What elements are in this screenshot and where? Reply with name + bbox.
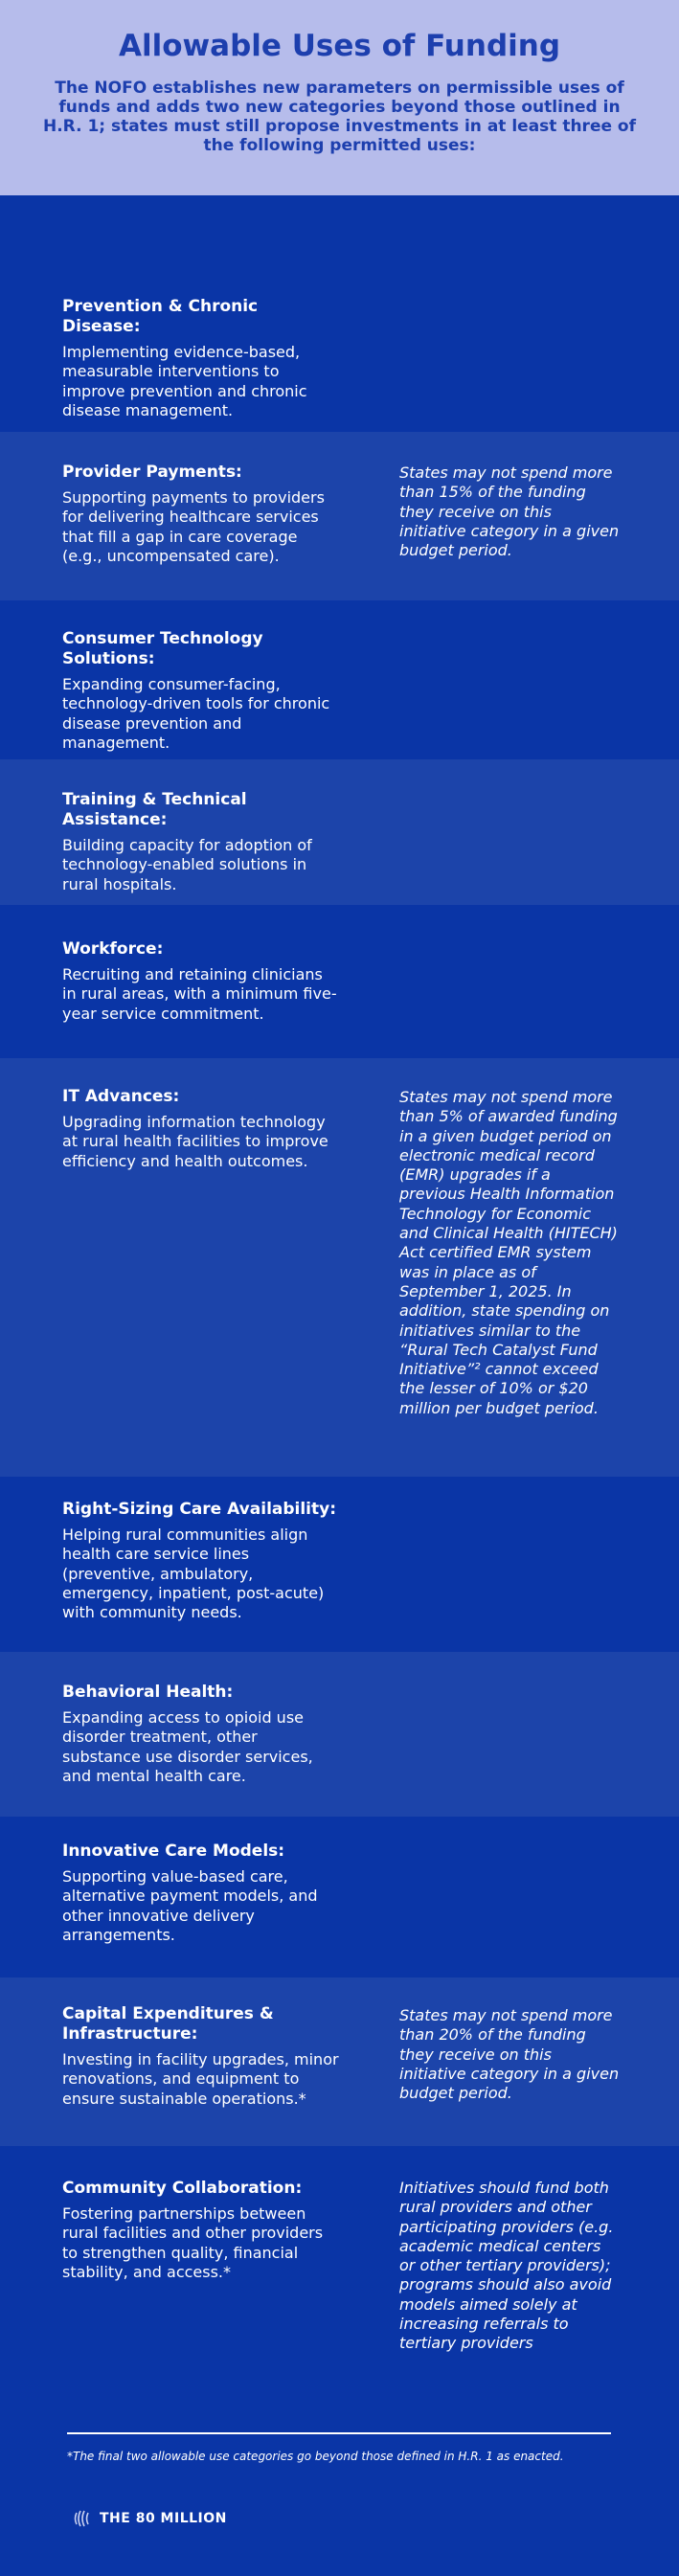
category-title: Training & Technical Assistance: xyxy=(62,790,247,829)
category-title: Workforce: xyxy=(62,939,164,959)
category-training xyxy=(62,790,340,894)
category-title: Provider Payments: xyxy=(62,463,242,482)
category-title: Innovative Care Models: xyxy=(62,1842,285,1861)
sound-wave-icon xyxy=(73,2508,94,2529)
category-title: Capital Expenditures & Infrastructure: xyxy=(62,2004,274,2044)
category-workforce xyxy=(62,939,340,1024)
category-title: IT Advances: xyxy=(62,1087,180,1106)
category-description: Expanding consumer-facing, technology-driven tools for chronic disease prevention and management. xyxy=(62,675,330,752)
category-description: Recruiting and retaining clinicians in rural areas, with a minimum five-year service commitment. xyxy=(62,965,337,1023)
category-description: Implementing evidence-based, measurable interventions to improve prevention and chronic disease management. xyxy=(62,343,307,419)
category-description: Investing in facility upgrades, minor renovations, and equipment to ensure sustainable operations.* xyxy=(62,2050,339,2108)
category-description: Helping rural communities align health care service lines (preventive, ambulatory, emergency, inpatient, post-acute) with community needs. xyxy=(62,1525,325,1622)
logo xyxy=(73,2507,227,2530)
category-description: Upgrading information technology at rural health facilities to improve efficiency and health outcomes. xyxy=(62,1113,328,1170)
page-header xyxy=(0,0,679,195)
category-description: Supporting value-based care, alternative payment models, and other innovative delivery arrangements. xyxy=(62,1867,318,1944)
footnote: *The final two allowable use categories go beyond those defined in H.R. 1 as enacted. xyxy=(67,2450,564,2463)
page-title: Allowable Uses of Funding xyxy=(118,29,561,63)
category-right-sizing xyxy=(62,1500,340,1622)
category-community-collaboration xyxy=(62,2179,340,2282)
footer-divider xyxy=(67,2432,611,2434)
category-title: Right-Sizing Care Availability: xyxy=(62,1500,337,1519)
parameter-note: States may not spend more than 5% of awarded funding in a given budget period on electronic medical record (EMR) upgrades if a previous Health Information Technology for Economic and Clinical Health (HITECH) Act certified EMR system was in place as of September 1, 2025. In addition, state spending on initiatives similar to the “Rural Tech Catalyst Fund Initiative”² cannot exceed the lesser of 10% or $20 million per budget period. xyxy=(399,1088,618,1417)
category-it-advances xyxy=(62,1087,340,1171)
logo-text: THE 80 MILLION xyxy=(100,2511,227,2526)
category-innovative-care xyxy=(62,1842,340,1945)
category-title: Prevention & Chronic Disease: xyxy=(62,297,259,336)
category-consumer-technology xyxy=(62,629,340,753)
intro-text: The NOFO establishes new parameters on permissible uses of funds and adds two new categories beyond those outlined in H.R. 1; states must still propose investments in at least three of the following permitted uses: xyxy=(42,79,636,155)
category-behavioral-health xyxy=(62,1683,340,1786)
category-provider-payments xyxy=(62,463,340,566)
parameter-note: Initiatives should fund both rural providers and other participating providers (e.g. academic medical centers or other tertiary providers); programs should also avoid models aimed solely at increasing referrals to tertiary providers xyxy=(399,2179,614,2353)
parameter-note: States may not spend more than 15% of the funding they receive on this initiative category in a given budget period. xyxy=(399,463,620,560)
category-description: Building capacity for adoption of technology-enabled solutions in rural hospitals. xyxy=(62,836,312,893)
category-description: Fostering partnerships between rural facilities and other providers to strengthen quality, financial stability, and access.* xyxy=(62,2204,324,2281)
category-description: Supporting payments to providers for delivering healthcare services that fill a gap in care coverage (e.g., uncompensated care). xyxy=(62,488,325,565)
category-prevention xyxy=(62,297,340,420)
category-description: Expanding access to opioid use disorder treatment, other substance use disorder services, and mental health care. xyxy=(62,1708,313,1785)
category-title: Community Collaboration: xyxy=(62,2179,303,2198)
category-title: Consumer Technology Solutions: xyxy=(62,629,263,668)
category-capital-expenditures xyxy=(62,2004,340,2109)
category-title: Behavioral Health: xyxy=(62,1683,234,1702)
parameter-note: States may not spend more than 20% of the funding they receive on this initiative category in a given budget period. xyxy=(399,2006,620,2103)
